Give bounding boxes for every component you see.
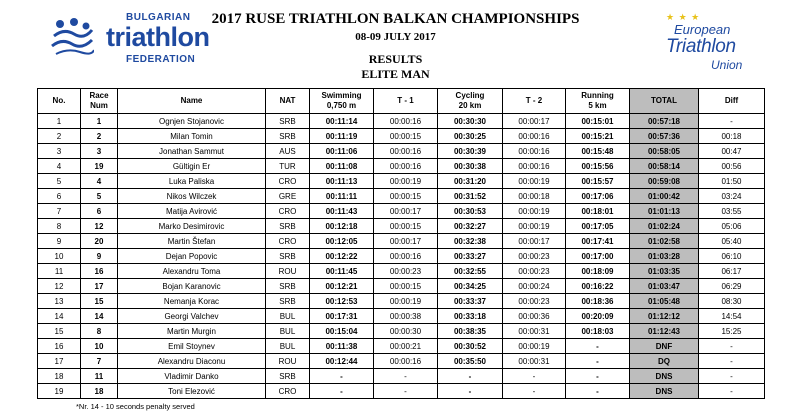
cell-t1: 00:00:15 [374,219,438,234]
table-row [38,324,765,339]
cell-name: Bojan Karanovic [118,279,266,294]
cell-swim: 00:11:11 [310,189,374,204]
cell-total: 01:02:24 [630,219,699,234]
cell-nat: SRB [266,129,310,144]
cell-name: Alexandru Toma [118,264,266,279]
cell-nat: TUR [266,159,310,174]
cell-t2: 00:00:19 [503,339,566,354]
cell-swim: 00:11:38 [310,339,374,354]
col-header-running: Running 5 km [566,89,630,114]
cell-run: 00:18:09 [566,264,630,279]
cell-swim: 00:11:19 [310,129,374,144]
cell-race: 12 [81,219,118,234]
cell-cycle: 00:30:53 [438,204,503,219]
cell-t1: 00:00:15 [374,279,438,294]
cell-nat: SRB [266,294,310,309]
cell-run: 00:18:03 [566,324,630,339]
cell-t2: 00:00:18 [503,189,566,204]
cell-no: 3 [38,144,81,159]
cell-no: 8 [38,219,81,234]
logo-text-european: European [674,22,731,37]
table-row [38,339,765,354]
cell-total: DNS [630,369,699,384]
table-row [38,264,765,279]
cell-run: - [566,384,630,399]
col-header-diff: Diff [699,89,765,114]
cell-name: Matija Avirović [118,204,266,219]
cell-diff: - [699,339,765,354]
cell-nat: ROU [266,264,310,279]
cell-diff: - [699,354,765,369]
cell-t2: 00:00:31 [503,324,566,339]
cell-race: 10 [81,339,118,354]
cell-cycle: 00:31:20 [438,174,503,189]
cell-cycle: 00:32:55 [438,264,503,279]
cell-total: 01:00:42 [630,189,699,204]
table-row [38,309,765,324]
cell-run: 00:15:56 [566,159,630,174]
bulgarian-triathlon-federation-logo [50,10,210,66]
cell-t1: 00:00:30 [374,324,438,339]
cell-race: 6 [81,204,118,219]
cell-cycle: 00:33:18 [438,309,503,324]
cell-no: 16 [38,339,81,354]
cell-run: 00:15:01 [566,114,630,129]
cell-total: DNS [630,384,699,399]
cell-diff: 00:18 [699,129,765,144]
cell-diff: 08:30 [699,294,765,309]
logo-text-triathlon: triathlon [106,22,210,52]
table-row [38,129,765,144]
cell-t1: 00:00:16 [374,249,438,264]
cell-total: DNF [630,339,699,354]
cell-t1: 00:00:21 [374,339,438,354]
penalty-footnote: *Nr. 14 - 10 seconds penalty served [76,402,195,411]
table-row [38,219,765,234]
cell-race: 20 [81,234,118,249]
cell-name: Alexandru Diaconu [118,354,266,369]
cell-diff: 03:55 [699,204,765,219]
cell-cycle: 00:30:39 [438,144,503,159]
cell-race: 19 [81,159,118,174]
col-header-no: No. [38,89,81,114]
cell-run: 00:16:22 [566,279,630,294]
european-triathlon-union-logo [648,12,768,72]
cell-t1: 00:00:19 [374,174,438,189]
cell-name: Emil Stoynev [118,339,266,354]
results-table [37,88,765,399]
cell-nat: SRB [266,369,310,384]
cell-t1: 00:00:16 [374,159,438,174]
cell-no: 14 [38,309,81,324]
cell-total: 00:57:18 [630,114,699,129]
cell-name: Martin Štefan [118,234,266,249]
logo-text-union: Union [711,58,743,72]
cell-swim: 00:11:43 [310,204,374,219]
cell-cycle: 00:30:30 [438,114,503,129]
cell-total: 01:05:48 [630,294,699,309]
cell-name: Ognjen Stojanovic [118,114,266,129]
cell-no: 4 [38,159,81,174]
cell-total: 01:12:12 [630,309,699,324]
cell-diff: 06:17 [699,264,765,279]
cell-swim: 00:11:08 [310,159,374,174]
cell-run: 00:15:48 [566,144,630,159]
col-header-t1: T - 1 [374,89,438,114]
table-row [38,249,765,264]
cell-cycle: 00:33:37 [438,294,503,309]
col-header-name: Name [118,89,266,114]
col-header-race-num: Race Num [81,89,118,114]
cell-run: 00:18:36 [566,294,630,309]
cell-nat: CRO [266,384,310,399]
cell-diff: 06:10 [699,249,765,264]
cell-diff: - [699,384,765,399]
cell-t1: 00:00:15 [374,129,438,144]
cell-total: 00:58:14 [630,159,699,174]
cell-race: 16 [81,264,118,279]
cell-no: 19 [38,384,81,399]
cell-no: 12 [38,279,81,294]
cell-no: 17 [38,354,81,369]
cell-cycle: 00:32:27 [438,219,503,234]
cell-total: 01:03:35 [630,264,699,279]
cell-swim: - [310,384,374,399]
cell-name: Toni Elezović [118,384,266,399]
cell-total: 01:02:58 [630,234,699,249]
cell-cycle: - [438,369,503,384]
cell-run: - [566,339,630,354]
cell-run: 00:17:06 [566,189,630,204]
stars-icon: ★ ★ ★ [666,12,701,22]
cell-total: 01:03:47 [630,279,699,294]
cell-t2: 00:00:19 [503,204,566,219]
cell-race: 7 [81,354,118,369]
cell-nat: SRB [266,219,310,234]
cell-t1: 00:00:38 [374,309,438,324]
table-row [38,369,765,384]
cell-name: Jonathan Sammut [118,144,266,159]
cell-cycle: 00:30:52 [438,339,503,354]
cell-diff: 06:29 [699,279,765,294]
col-header-swimming: Swimming 0,750 m [310,89,374,114]
cell-nat: BUL [266,339,310,354]
cell-run: 00:20:09 [566,309,630,324]
cell-diff: - [699,369,765,384]
document-header [0,0,791,88]
cell-swim: 00:17:31 [310,309,374,324]
cell-run: 00:17:41 [566,234,630,249]
cell-t2: 00:00:23 [503,264,566,279]
cell-no: 7 [38,204,81,219]
logo-text-bulgarian: BULGARIAN [126,12,191,23]
logo-text-federation: FEDERATION [126,54,196,65]
cell-race: 18 [81,384,118,399]
col-header-t2: T - 2 [503,89,566,114]
cell-t2: 00:00:16 [503,129,566,144]
table-row [38,294,765,309]
cell-run: 00:15:57 [566,174,630,189]
cell-run: 00:17:00 [566,249,630,264]
cell-run: 00:15:21 [566,129,630,144]
cell-t1: - [374,384,438,399]
cell-no: 18 [38,369,81,384]
cell-swim: 00:12:21 [310,279,374,294]
cell-name: Marko Desimirovic [118,219,266,234]
cell-diff: 03:24 [699,189,765,204]
cell-swim: 00:11:14 [310,114,374,129]
cell-nat: CRO [266,234,310,249]
cell-nat: CRO [266,204,310,219]
cell-diff: 14:54 [699,309,765,324]
cell-total: 01:12:43 [630,324,699,339]
table-row [38,204,765,219]
cell-diff: 05:06 [699,219,765,234]
cell-total: 01:01:13 [630,204,699,219]
cell-name: Vladimir Danko [118,369,266,384]
cell-total: 00:57:36 [630,129,699,144]
cell-name: Milan Tomin [118,129,266,144]
cell-diff: 00:47 [699,144,765,159]
cell-cycle: 00:35:50 [438,354,503,369]
cell-t2: - [503,384,566,399]
cell-cycle: 00:34:25 [438,279,503,294]
cell-race: 9 [81,249,118,264]
cell-t1: 00:00:16 [374,354,438,369]
cell-no: 9 [38,234,81,249]
cell-nat: SRB [266,279,310,294]
cell-no: 15 [38,324,81,339]
cell-t2: 00:00:36 [503,309,566,324]
cell-name: Georgi Valchev [118,309,266,324]
col-header-nat: NAT [266,89,310,114]
cell-race: 17 [81,279,118,294]
cell-t2: 00:00:19 [503,219,566,234]
col-header-total: TOTAL [630,89,699,114]
table-row [38,384,765,399]
cell-nat: ROU [266,354,310,369]
cell-race: 15 [81,294,118,309]
cell-total: 01:03:28 [630,249,699,264]
table-row [38,234,765,249]
cell-t1: 00:00:17 [374,234,438,249]
cell-t2: 00:00:19 [503,174,566,189]
cell-total: 00:58:05 [630,144,699,159]
cell-no: 6 [38,189,81,204]
table-row [38,144,765,159]
cell-t2: 00:00:23 [503,294,566,309]
cell-run: 00:18:01 [566,204,630,219]
cell-nat: BUL [266,309,310,324]
cell-no: 2 [38,129,81,144]
table-row [38,159,765,174]
cell-race: 14 [81,309,118,324]
cell-total: DQ [630,354,699,369]
cell-t2: 00:00:31 [503,354,566,369]
cell-diff: 05:40 [699,234,765,249]
cell-no: 1 [38,114,81,129]
cell-t2: 00:00:16 [503,159,566,174]
cell-t2: 00:00:17 [503,234,566,249]
cell-name: Gültigin Er [118,159,266,174]
cell-nat: SRB [266,114,310,129]
cell-no: 5 [38,174,81,189]
cell-race: 2 [81,129,118,144]
cell-nat: GRE [266,189,310,204]
cell-t1: 00:00:15 [374,189,438,204]
table-row [38,279,765,294]
cell-cycle: 00:30:38 [438,159,503,174]
table-header-row [38,89,765,114]
category-heading: ELITE MAN [361,67,430,81]
cell-cycle: 00:31:52 [438,189,503,204]
cell-name: Martin Murgin [118,324,266,339]
cell-cycle: 00:32:38 [438,234,503,249]
cell-diff: 15:25 [699,324,765,339]
cell-t1: 00:00:23 [374,264,438,279]
cell-name: Nemanja Korac [118,294,266,309]
cell-nat: CRO [266,174,310,189]
table-row [38,114,765,129]
cell-t1: - [374,369,438,384]
table-row [38,354,765,369]
cell-t2: 00:00:17 [503,114,566,129]
col-header-cycling: Cycling 20 km [438,89,503,114]
cell-swim: 00:11:45 [310,264,374,279]
event-title: 2017 RUSE TRIATHLON BALKAN CHAMPIONSHIPS [211,11,580,27]
cell-no: 11 [38,264,81,279]
cell-t2: 00:00:16 [503,144,566,159]
cell-swim: 00:11:06 [310,144,374,159]
cell-race: 3 [81,144,118,159]
cell-swim: 00:11:13 [310,174,374,189]
cell-name: Luka Paliska [118,174,266,189]
cell-cycle: 00:30:25 [438,129,503,144]
cell-swim: 00:12:22 [310,249,374,264]
cell-diff: - [699,114,765,129]
cell-t1: 00:00:16 [374,114,438,129]
cell-t1: 00:00:16 [374,144,438,159]
table-row [38,174,765,189]
cell-t2: 00:00:23 [503,249,566,264]
cell-run: - [566,369,630,384]
cell-t1: 00:00:19 [374,294,438,309]
cell-no: 13 [38,294,81,309]
cell-race: 11 [81,369,118,384]
cell-no: 10 [38,249,81,264]
cell-swim: 00:12:44 [310,354,374,369]
cell-cycle: 00:33:27 [438,249,503,264]
cell-race: 8 [81,324,118,339]
cell-diff: 01:50 [699,174,765,189]
cell-race: 5 [81,189,118,204]
results-heading: RESULTS [368,52,423,66]
cell-t2: 00:00:24 [503,279,566,294]
triathlete-figures-icon [50,16,94,56]
logo-text-triathlon-union: Triathlon [666,36,736,57]
cell-nat: SRB [266,249,310,264]
cell-diff: 00:56 [699,159,765,174]
cell-swim: 00:15:04 [310,324,374,339]
cell-swim: 00:12:18 [310,219,374,234]
cell-run: - [566,354,630,369]
event-dates: 08-09 JULY 2017 [355,31,436,43]
cell-nat: AUS [266,144,310,159]
cell-swim: 00:12:53 [310,294,374,309]
cell-nat: BUL [266,324,310,339]
cell-run: 00:17:05 [566,219,630,234]
cell-cycle: - [438,384,503,399]
cell-race: 1 [81,114,118,129]
cell-swim: - [310,369,374,384]
cell-t2: - [503,369,566,384]
cell-t1: 00:00:17 [374,204,438,219]
cell-total: 00:59:08 [630,174,699,189]
cell-race: 4 [81,174,118,189]
cell-cycle: 00:38:35 [438,324,503,339]
table-row [38,189,765,204]
cell-name: Dejan Popovic [118,249,266,264]
cell-name: Nikos Wilczek [118,189,266,204]
cell-swim: 00:12:05 [310,234,374,249]
